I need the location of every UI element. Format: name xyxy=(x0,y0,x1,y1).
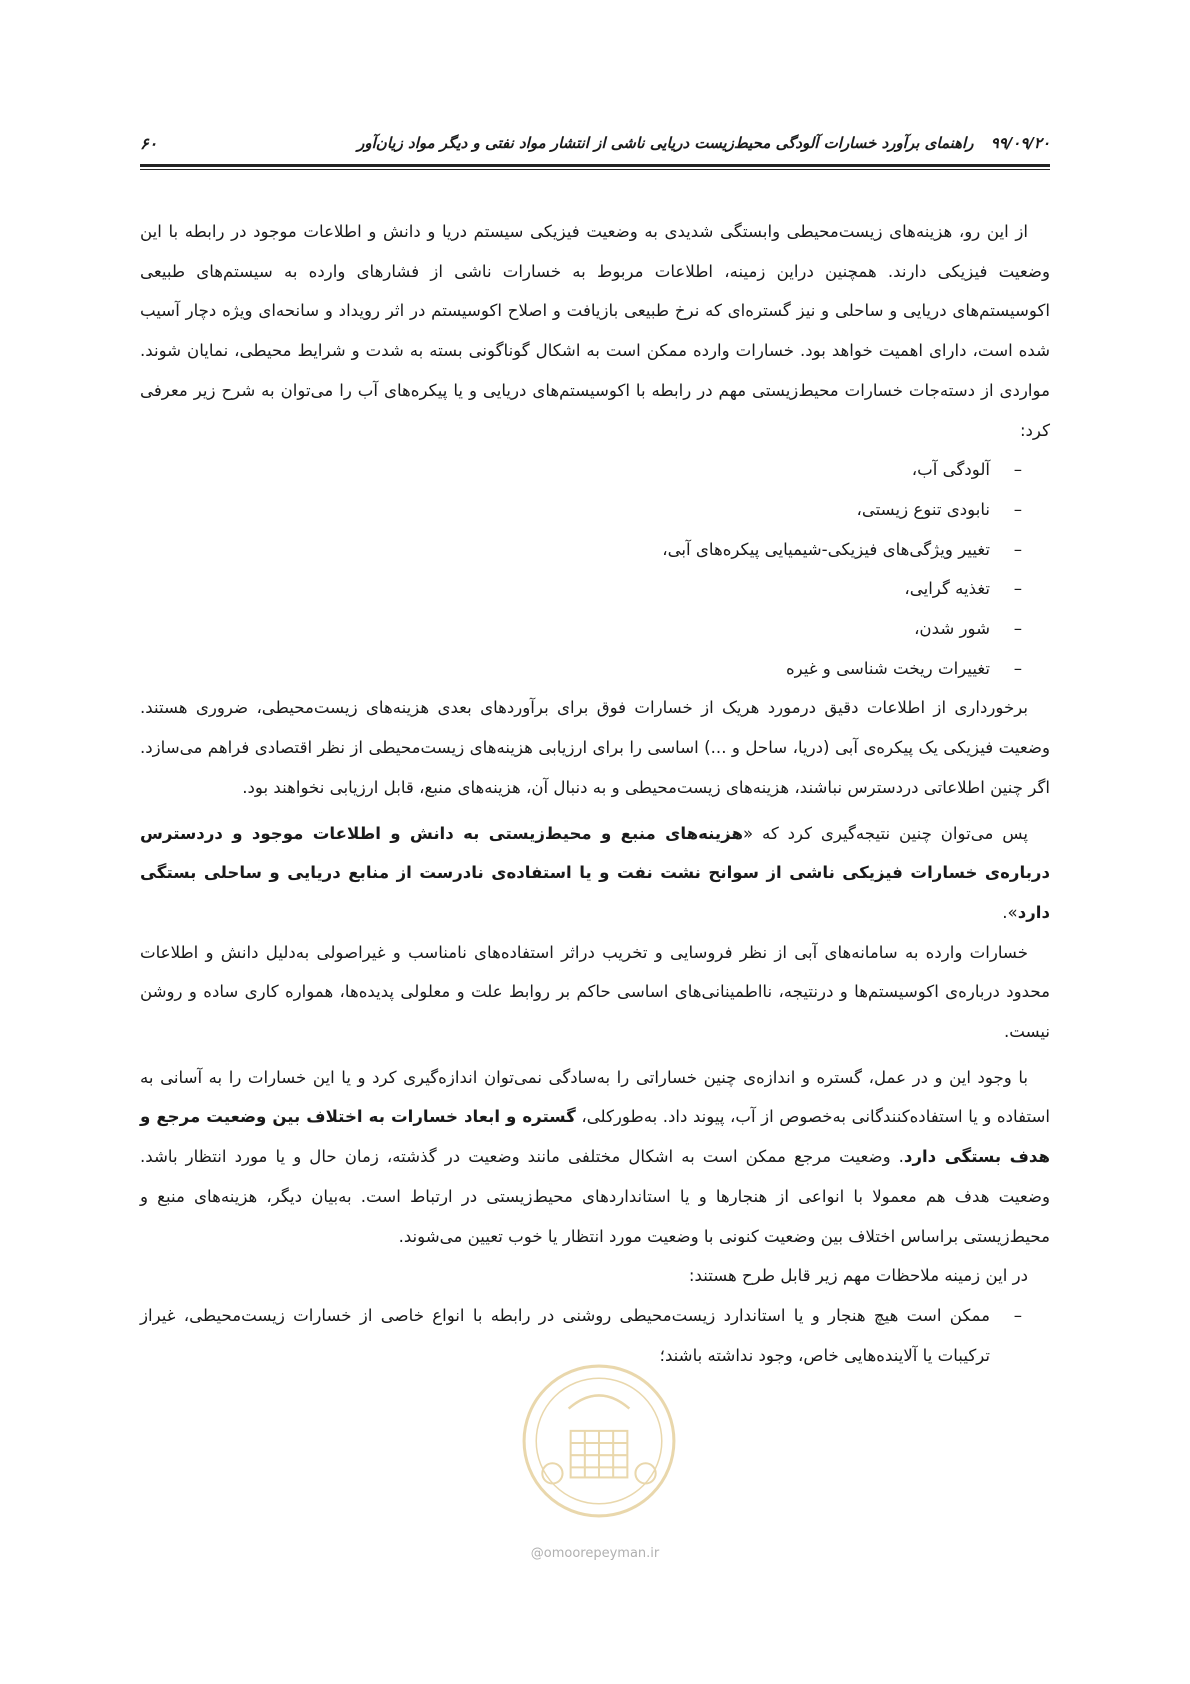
dash-marker: – xyxy=(1013,539,1022,559)
paragraph-intro: از این رو، هزینه‌های زیست‌محیطی وابستگی شدیدی به وضعیت فیزیکی سیستم دریا و دانش و اطلاعات موجود در رابطه با این وضعیت فیزیکی دارند. همچنین دراین زمینه، اطلاعات مربوط به خسارات ناشی از فشارهای وارده به سیستم‌های طبیعی اکوسیستم‌های دریایی و ساحلی و نیز گستره‌ای که نرخ طبیعی بازیافت و اصلاح اکوسیستم در اثر رویداد و سانحه‌ای ویژه دچار آسیب شده است، دارای اهمیت خواهد بود. خسارات وارده ممکن است به اشکال گوناگونی بسته به شدت و شرایط محیطی، نمایان شوند. مواردی از دسته‌جات خسارات محیط‌زیستی مهم در رابطه با اکوسیستم‌های دریایی و یا پیکره‌های آب را می‌توان به شرح زیر معرفی کرد: xyxy=(140,222,1050,440)
header-rule-thick xyxy=(140,164,1050,167)
dash-marker: – xyxy=(1013,579,1022,599)
page-number: ۶۰ xyxy=(140,133,158,153)
list-item: – نابودی تنوع زیستی، xyxy=(140,490,1022,530)
list-item: – تغییر ویژگی‌های فیزیکی-شیمیایی پیکره‌های آبی، xyxy=(140,530,1022,570)
header-rule-thin xyxy=(140,169,1050,170)
dash-marker: – xyxy=(1013,460,1022,480)
header-title-line xyxy=(200,134,1050,152)
body-text xyxy=(140,212,1050,1375)
bold-reference-target: گستره و ابعاد خسارات به اختلاف بین وضعیت مرجع و هدف بستگی دارد xyxy=(140,1107,1050,1167)
header-date: ۹۹/۰۹/۲۰ xyxy=(990,134,1050,152)
list-item: – تغذیه گرایی، xyxy=(140,569,1022,609)
list-item: – آلودگی آب، xyxy=(140,450,1022,490)
dash-marker: – xyxy=(1013,619,1022,639)
dash-marker: – xyxy=(1013,1305,1022,1325)
dash-marker: – xyxy=(1013,499,1022,519)
list-item: – شور شدن، xyxy=(140,609,1022,649)
dash-marker: – xyxy=(1013,658,1022,678)
list-item: – تغییرات ریخت شناسی و غیره xyxy=(140,649,1022,689)
bold-conclusion: هزینه‌های منبع و محیط‌زیستی به دانش و اطلاعات موجود و دردسترس درباره‌ی خسارات فیزیکی ناشی از سوانح نشت نفت و یا استفاده‌ی نادرست از منابع دریایی و ساحلی بستگی دارد xyxy=(140,823,1050,922)
paragraph-degradation: خسارات وارده به سامانه‌های آبی از نظر فروسایی و تخریب دراثر استفاده‌های نامناسب و غیراصولی به‌دلیل دانش و اطلاعات محدود درباره‌ی اکوسیستم‌ها و درنتیجه، نااطمینانی‌های اساسی حاکم بر روابط علت و معلولی پدیده‌ها، همواره کاری ساده و روشن نیست. xyxy=(140,942,1050,1042)
damage-list xyxy=(140,450,1050,688)
list-item: – ممکن است هیچ هنجار و یا استاندارد زیست‌محیطی روشنی در رابطه با انواع خاصی از خسارات زیست‌محیطی، غیراز ترکیبات یا آلاینده‌هایی خاص، وجود نداشته باشند؛ xyxy=(140,1296,1022,1375)
paragraph-considerations: در این زمینه ملاحظات مهم زیر قابل طرح هستند: xyxy=(688,1266,1028,1286)
watermark-url: @omoorepeyman.ir xyxy=(530,1546,660,1561)
watermark-logo-icon xyxy=(518,1360,680,1522)
paragraph-reference-target: با وجود این و در عمل، گستره و اندازه‌ی چنین خساراتی را به‌سادگی نمی‌توان اندازه‌گیری کرد و یا این خسارات را به آسانی به استفاده و یا استفاده‌کنندگانی به‌خصوص از آب، پیوند داد. به‌طورکلی، گستره و ابعاد خسارات به اختلاف بین وضعیت مرجع و هدف بستگی دارد. وضعیت مرجع ممکن است به اشکال مختلفی مانند وضعیت در گذشته، زمان حال و یا مورد انتظار باشد. وضعیت هدف هم معمولا با انواعی از هنجارها و یا استانداردهای محیط‌زیستی در ارتباط است. به‌بیان دیگر، هزینه‌های منبع و محیط‌زیستی براساس اختلاف بین وضعیت کنونی با وضعیت مورد انتظار یا خوب تعیین می‌شوند. xyxy=(140,1067,1050,1246)
running-header xyxy=(140,128,1050,158)
paragraph-information-need: برخورداری از اطلاعات دقیق درمورد هریک از خسارات فوق برای برآوردهای بعدی هزینه‌های زیست‌محیطی، ضروری هستند. وضعیت فیزیکی یک پیکره‌ی آبی (دریا، ساحل و ...) اساسی را برای ارزیابی هزینه‌های زیست‌محیطی از نظر اقتصادی فراهم می‌سازد. اگر چنین اطلاعاتی دردسترس نباشند، هزینه‌های زیست‌محیطی و به دنبال آن، هزینه‌های منبع، قابل ارزیابی نخواهند بود. xyxy=(140,698,1050,797)
header-title: راهنمای برآورد خسارات آلودگی محیط‌زیست دریایی ناشی از انتشار مواد نفتی و دیگر مواد زیان‌آور xyxy=(357,134,974,152)
paragraph-conclusion: پس می‌توان چنین نتیجه‌گیری کرد که «هزینه‌های منبع و محیط‌زیستی به دانش و اطلاعات موجود و دردسترس درباره‌ی خسارات فیزیکی ناشی از سوانح نشت نفت و یا استفاده‌ی نادرست از منابع دریایی و ساحلی بستگی دارد». xyxy=(140,823,1050,922)
